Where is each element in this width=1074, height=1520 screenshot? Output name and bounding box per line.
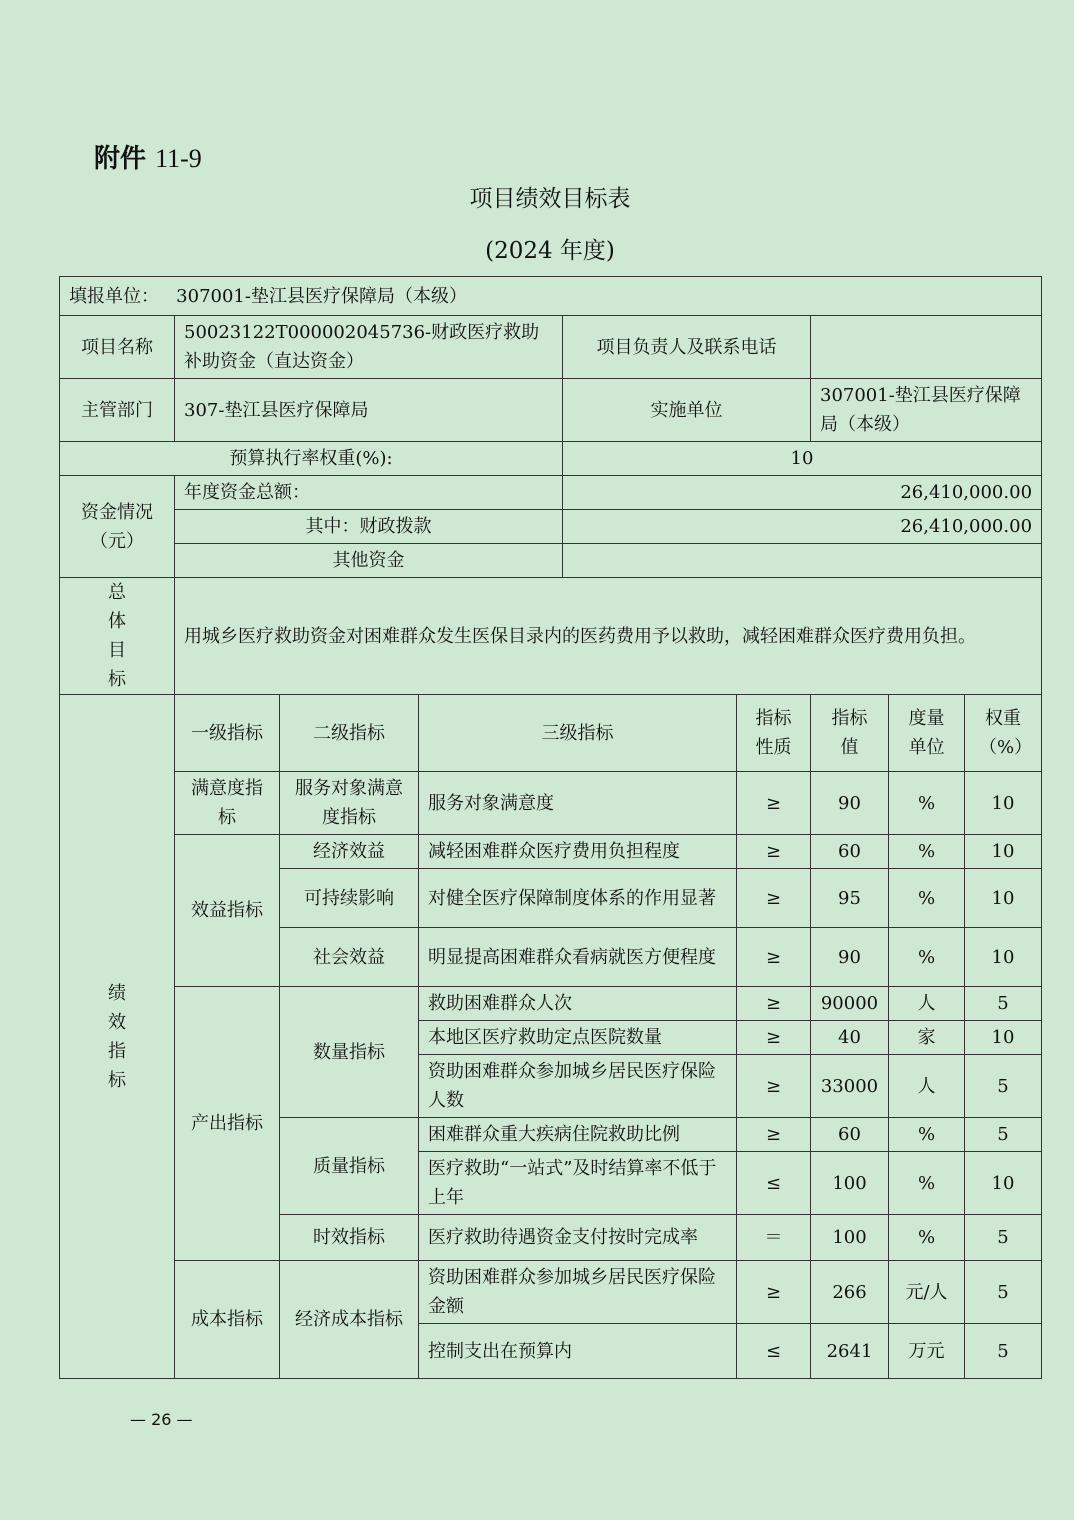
value-cell: 2641	[811, 1324, 889, 1379]
weight-cell: 5	[965, 1055, 1042, 1118]
nature-cell: ≥	[737, 772, 811, 835]
impl-value: 307001-垫江县医疗保障局（本级）	[811, 379, 1042, 442]
level3-cell: 困难群众重大疾病住院救助比例	[419, 1118, 737, 1152]
value-cell: 60	[811, 1118, 889, 1152]
level2-cell: 经济效益	[280, 835, 419, 869]
level3-cell: 本地区医疗救助定点医院数量	[419, 1021, 737, 1055]
weight-cell: 5	[965, 1118, 1042, 1152]
level3-cell: 服务对象满意度	[419, 772, 737, 835]
year-subtitle: (2024 年度)	[485, 238, 615, 264]
project-name-label: 项目名称	[60, 316, 175, 379]
weight-cell: 10	[965, 1021, 1042, 1055]
table-row	[60, 835, 1042, 869]
level2-cell: 服务对象满意度指标	[280, 772, 419, 835]
fund-other-label: 其他资金	[175, 544, 563, 578]
unit-cell: %	[889, 869, 965, 928]
level1-cell: 满意度指标	[175, 772, 280, 835]
impl-label: 实施单位	[563, 379, 811, 442]
attachment-label: 附件 11-9	[94, 144, 202, 174]
value-cell: 100	[811, 1215, 889, 1261]
unit-cell: 人	[889, 1055, 965, 1118]
page-title: 项目绩效目标表	[469, 186, 631, 212]
nature-cell: ≥	[737, 928, 811, 987]
nature-cell: ≤	[737, 1324, 811, 1379]
weight-cell: 10	[965, 928, 1042, 987]
nature-cell: ≥	[737, 1055, 811, 1118]
unit-cell: %	[889, 928, 965, 987]
level3-cell: 资助困难群众参加城乡居民医疗保险金额	[419, 1261, 737, 1324]
page-number: — 26 —	[130, 1410, 193, 1429]
contact-value	[811, 316, 1042, 379]
header-unit: 度量单位	[889, 695, 965, 772]
header-level1: 一级指标	[175, 695, 280, 772]
fund-fiscal-value: 26,410,000.00	[563, 510, 1042, 544]
weight-cell: 10	[965, 772, 1042, 835]
level2-cell: 社会效益	[280, 928, 419, 987]
goal-label: 总体目标	[60, 578, 175, 695]
nature-cell: ≥	[737, 835, 811, 869]
unit-cell: %	[889, 1215, 965, 1261]
header-value: 指标值	[811, 695, 889, 772]
level2-cell: 数量指标	[280, 987, 419, 1118]
value-cell: 95	[811, 869, 889, 928]
unit-cell: %	[889, 1152, 965, 1215]
level3-cell: 医疗救助待遇资金支付按时完成率	[419, 1215, 737, 1261]
weight-cell: 10	[965, 1152, 1042, 1215]
value-cell: 60	[811, 835, 889, 869]
level2-cell: 时效指标	[280, 1215, 419, 1261]
fund-total-label: 年度资金总额：	[175, 476, 563, 510]
level2-cell: 质量指标	[280, 1118, 419, 1215]
indicator-section-label: 绩效指标	[60, 695, 175, 1379]
unit-cell: %	[889, 835, 965, 869]
value-cell: 90000	[811, 987, 889, 1021]
fund-other-value	[563, 544, 1042, 578]
value-cell: 100	[811, 1152, 889, 1215]
table-row	[60, 772, 1042, 835]
header-level3: 三级指标	[419, 695, 737, 772]
weight-cell: 5	[965, 987, 1042, 1021]
nature-cell: ＝	[737, 1215, 811, 1261]
nature-cell: ≥	[737, 869, 811, 928]
level3-cell: 医疗救助“一站式”及时结算率不低于上年	[419, 1152, 737, 1215]
nature-cell: ≥	[737, 1261, 811, 1324]
header-nature: 指标性质	[737, 695, 811, 772]
value-cell: 33000	[811, 1055, 889, 1118]
nature-cell: ≥	[737, 1118, 811, 1152]
dept-label: 主管部门	[60, 379, 175, 442]
level1-cell: 产出指标	[175, 987, 280, 1261]
level2-cell: 可持续影响	[280, 869, 419, 928]
level3-cell: 资助困难群众参加城乡居民医疗保险人数	[419, 1055, 737, 1118]
header-weight: 权重（%）	[965, 695, 1042, 772]
unit-cell: 人	[889, 987, 965, 1021]
unit-cell: 元/人	[889, 1261, 965, 1324]
table-row	[60, 987, 1042, 1021]
fund-total-value: 26,410,000.00	[563, 476, 1042, 510]
contact-label: 项目负责人及联系电话	[563, 316, 811, 379]
level1-cell: 成本指标	[175, 1261, 280, 1379]
nature-cell: ≥	[737, 1021, 811, 1055]
level2-cell: 经济成本指标	[280, 1261, 419, 1379]
budget-weight-label: 预算执行率权重(%):	[60, 442, 563, 476]
weight-cell: 10	[965, 869, 1042, 928]
level3-cell: 对健全医疗保障制度体系的作用显著	[419, 869, 737, 928]
nature-cell: ≥	[737, 987, 811, 1021]
fund-fiscal-label: 其中：财政拨款	[175, 510, 563, 544]
unit-cell: 家	[889, 1021, 965, 1055]
table-row	[60, 1261, 1042, 1324]
fill-unit-row: 填报单位： 307001-垫江县医疗保障局（本级）	[60, 277, 1042, 316]
unit-cell: %	[889, 772, 965, 835]
dept-value: 307-垫江县医疗保障局	[175, 379, 563, 442]
budget-weight-value: 10	[563, 442, 1042, 476]
header-level2: 二级指标	[280, 695, 419, 772]
unit-cell: %	[889, 1118, 965, 1152]
weight-cell: 5	[965, 1215, 1042, 1261]
level3-cell: 救助困难群众人次	[419, 987, 737, 1021]
weight-cell: 10	[965, 835, 1042, 869]
fund-label: 资金情况（元）	[60, 476, 175, 578]
project-name-value: 50023122T000002045736-财政医疗救助补助资金（直达资金）	[175, 316, 563, 379]
weight-cell: 5	[965, 1261, 1042, 1324]
nature-cell: ≤	[737, 1152, 811, 1215]
level3-cell: 减轻困难群众医疗费用负担程度	[419, 835, 737, 869]
level3-cell: 明显提高困难群众看病就医方便程度	[419, 928, 737, 987]
value-cell: 90	[811, 928, 889, 987]
performance-table	[59, 276, 1042, 1379]
value-cell: 90	[811, 772, 889, 835]
level3-cell: 控制支出在预算内	[419, 1324, 737, 1379]
unit-cell: 万元	[889, 1324, 965, 1379]
value-cell: 266	[811, 1261, 889, 1324]
value-cell: 40	[811, 1021, 889, 1055]
level1-cell: 效益指标	[175, 835, 280, 987]
goal-value: 用城乡医疗救助资金对困难群众发生医保目录内的医药费用予以救助，减轻困难群众医疗费用负担。	[175, 578, 1042, 695]
weight-cell: 5	[965, 1324, 1042, 1379]
